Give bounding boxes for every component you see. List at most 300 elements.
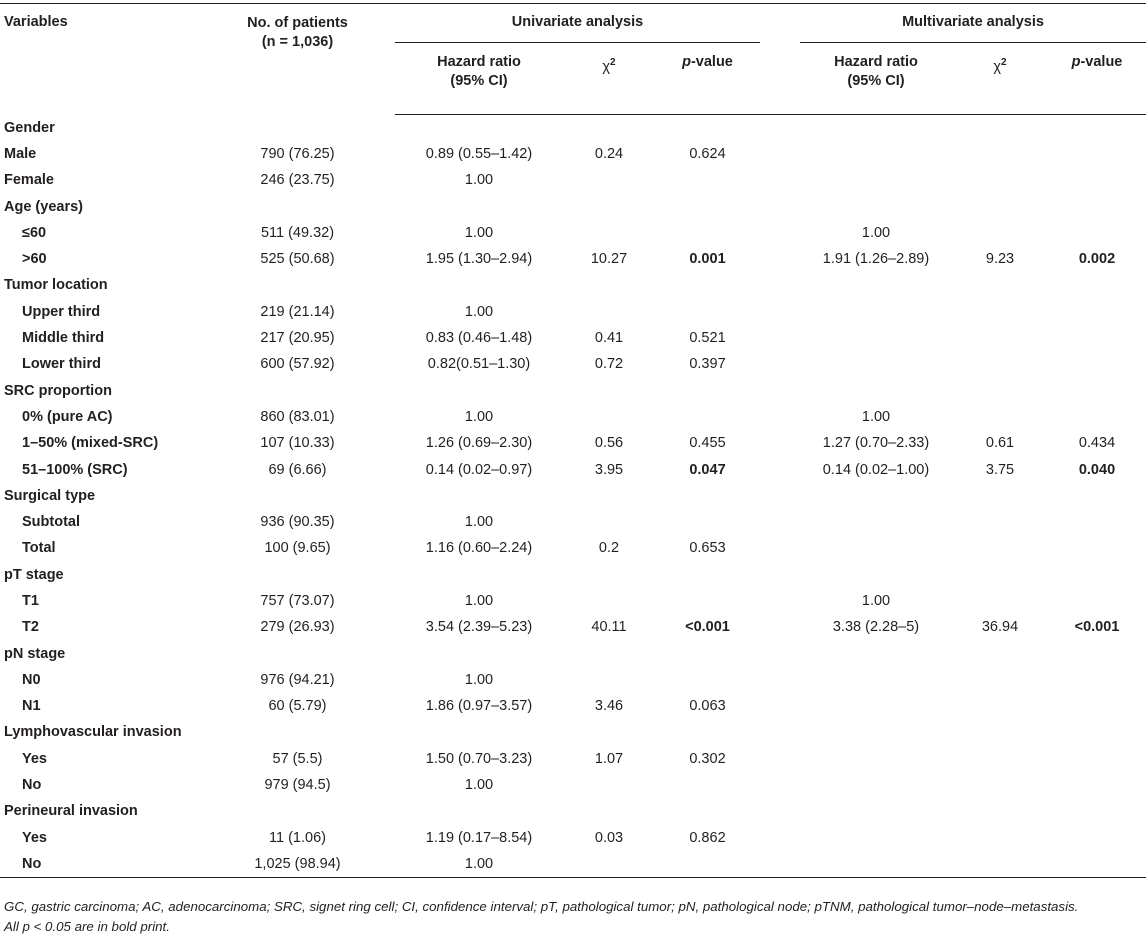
header-m-p-italic: p	[1071, 54, 1081, 70]
cell-variable: Subtotal	[22, 514, 80, 531]
cell-m-chi-square: 3.75	[985, 461, 1015, 478]
cell-u-hazard-ratio: 1.19 (0.17–8.54)	[425, 829, 533, 846]
cell-u-p-value: 0.862	[689, 829, 726, 846]
cell-m-chi-square	[952, 193, 1048, 219]
cell-u-hazard-ratio: 0.82(0.51–1.30)	[427, 356, 531, 373]
cell-variable: Yes	[22, 829, 47, 846]
cell-u-chi-square	[563, 377, 655, 403]
table-row	[0, 220, 1146, 246]
cell-u-hazard-ratio	[395, 272, 563, 298]
header-m-chi-square	[952, 43, 1048, 115]
cox-regression-table	[0, 3, 1146, 878]
cell-m-chi-square	[952, 404, 1048, 430]
cell-variable: Yes	[22, 750, 47, 767]
cell-patients: 60 (5.79)	[268, 698, 327, 715]
cell-variable: Lower third	[22, 356, 101, 373]
cell-m-chi-square	[952, 746, 1048, 772]
cell-m-chi-square: 0.61	[985, 435, 1015, 452]
cell-variable: SRC proportion	[4, 382, 112, 399]
cell-m-hazard-ratio	[800, 272, 952, 298]
cell-m-chi-square	[952, 693, 1048, 719]
cell-variable: Gender	[4, 119, 55, 136]
cell-u-chi-square	[563, 562, 655, 588]
cell-m-p-value	[1048, 851, 1146, 877]
cell-variable: Middle third	[22, 330, 105, 347]
cell-u-chi-square: 0.03	[594, 829, 624, 846]
cell-variable: Total	[22, 540, 56, 557]
cell-u-p-value: 0.397	[689, 356, 726, 373]
cell-u-chi-square	[563, 719, 655, 745]
cell-u-chi-square	[563, 667, 655, 693]
table-row	[0, 535, 1146, 561]
cell-m-chi-square	[952, 325, 1048, 351]
cell-spacer	[760, 562, 800, 588]
cell-u-hazard-ratio: 1.26 (0.69–2.30)	[425, 435, 533, 452]
cell-variable: N0	[22, 671, 41, 688]
table-row	[0, 404, 1146, 430]
cell-m-p-value	[1048, 115, 1146, 141]
cell-u-hazard-ratio: 1.00	[464, 408, 494, 425]
cell-m-p-value: <0.001	[1074, 619, 1120, 636]
header-m-p-rest: -value	[1080, 54, 1123, 70]
header-u-hazard-ratio	[395, 43, 563, 115]
cell-spacer	[760, 614, 800, 640]
cell-m-hazard-ratio	[800, 693, 952, 719]
cell-patients	[200, 483, 395, 509]
cell-m-chi-square	[952, 483, 1048, 509]
cell-spacer	[760, 825, 800, 851]
cell-spacer	[760, 193, 800, 219]
cell-patients: 217 (20.95)	[260, 330, 335, 347]
cell-m-chi-square	[952, 667, 1048, 693]
cell-variable: T1	[22, 592, 39, 609]
cell-patients: 107 (10.33)	[260, 435, 335, 452]
cell-u-hazard-ratio: 0.83 (0.46–1.48)	[425, 330, 533, 347]
cell-m-p-value	[1048, 404, 1146, 430]
cell-u-p-value: 0.521	[689, 330, 726, 347]
cell-u-chi-square	[563, 115, 655, 141]
cell-u-chi-square	[563, 772, 655, 798]
cell-u-chi-square: 40.11	[591, 619, 627, 636]
cell-variable: Tumor location	[4, 277, 108, 294]
cell-u-p-value: <0.001	[685, 619, 730, 636]
cell-patients	[200, 640, 395, 666]
footnote-abbreviations: GC, gastric carcinoma; AC, adenocarcinoma; SRC, signet ring cell; CI, confidence interval; pT, pathological tumor; pN, pathological node; pTNM, pathological tumor–node–metastasis.	[4, 899, 1079, 914]
cell-spacer	[760, 746, 800, 772]
cell-m-p-value	[1048, 193, 1146, 219]
cell-m-chi-square	[952, 220, 1048, 246]
cell-m-hazard-ratio	[800, 167, 952, 193]
cell-spacer	[760, 798, 800, 824]
footnote-bold-note: All p < 0.05 are in bold print.	[4, 919, 170, 934]
cell-m-hazard-ratio: 3.38 (2.28–5)	[832, 619, 920, 636]
cell-m-hazard-ratio: 0.14 (0.02–1.00)	[822, 461, 930, 478]
cell-m-hazard-ratio	[800, 535, 952, 561]
cell-spacer	[760, 246, 800, 272]
cell-spacer	[760, 430, 800, 456]
cell-variable: Lymphovascular invasion	[4, 724, 182, 741]
cell-m-chi-square	[952, 115, 1048, 141]
cell-patients: 219 (21.14)	[260, 303, 335, 320]
cell-u-chi-square	[563, 483, 655, 509]
cell-patients: 57 (5.5)	[272, 750, 323, 767]
cell-u-p-value: 0.001	[689, 251, 726, 268]
cell-spacer	[760, 115, 800, 141]
cell-m-hazard-ratio	[800, 193, 952, 219]
cell-m-p-value	[1048, 272, 1146, 298]
cell-m-chi-square	[952, 141, 1048, 167]
cell-spacer	[760, 640, 800, 666]
cell-u-p-value	[655, 167, 760, 193]
table-section-row	[0, 798, 1146, 824]
cell-u-chi-square: 0.2	[598, 540, 620, 557]
cell-variable: N1	[22, 698, 41, 715]
table-section-row	[0, 483, 1146, 509]
cell-patients: 757 (73.07)	[260, 592, 335, 609]
header-univariate: Univariate analysis	[395, 4, 760, 43]
cell-u-chi-square	[563, 851, 655, 877]
cell-m-p-value	[1048, 693, 1146, 719]
cell-m-hazard-ratio	[800, 746, 952, 772]
cell-m-chi-square	[952, 272, 1048, 298]
cell-variable: No	[22, 777, 42, 794]
cell-u-hazard-ratio	[395, 719, 563, 745]
cell-spacer	[760, 272, 800, 298]
cell-m-hazard-ratio	[800, 825, 952, 851]
cell-variable: 0% (pure AC)	[22, 408, 113, 425]
table-section-row	[0, 562, 1146, 588]
cell-spacer	[760, 299, 800, 325]
cell-u-chi-square	[563, 509, 655, 535]
table-section-row	[0, 719, 1146, 745]
cell-m-hazard-ratio: 1.27 (0.70–2.33)	[822, 435, 930, 452]
table-row	[0, 456, 1146, 482]
cell-u-p-value	[655, 483, 760, 509]
cell-u-p-value	[655, 299, 760, 325]
table-section-row	[0, 193, 1146, 219]
cell-u-p-value	[655, 667, 760, 693]
cell-variable: ≤60	[22, 224, 47, 241]
cell-patients	[200, 562, 395, 588]
cell-u-hazard-ratio: 1.00	[464, 777, 494, 794]
cell-m-hazard-ratio: 1.91 (1.26–2.89)	[822, 251, 930, 268]
cell-u-hazard-ratio: 1.86 (0.97–3.57)	[425, 698, 533, 715]
cell-m-hazard-ratio	[800, 719, 952, 745]
cell-u-hazard-ratio: 0.89 (0.55–1.42)	[425, 145, 533, 162]
cell-u-p-value	[655, 509, 760, 535]
header-patients	[200, 4, 395, 115]
cell-u-hazard-ratio: 0.14 (0.02–0.97)	[425, 461, 533, 478]
cell-patients: 790 (76.25)	[260, 145, 335, 162]
cell-m-p-value	[1048, 377, 1146, 403]
cell-spacer	[760, 667, 800, 693]
cell-u-hazard-ratio: 3.54 (2.39–5.23)	[425, 619, 533, 636]
table-header	[0, 4, 1146, 115]
header-m-hr-line2: (95% CI)	[847, 73, 905, 89]
cell-spacer	[760, 588, 800, 614]
cell-m-hazard-ratio	[800, 562, 952, 588]
cell-m-hazard-ratio	[800, 377, 952, 403]
cell-u-chi-square: 3.46	[594, 698, 624, 715]
cell-spacer	[760, 772, 800, 798]
table-row	[0, 299, 1146, 325]
cell-spacer	[760, 404, 800, 430]
cell-variable: No	[0, 851, 200, 877]
cell-variable: pN stage	[4, 645, 66, 662]
cell-m-p-value	[1048, 299, 1146, 325]
cell-patients: 11 (1.06)	[269, 829, 326, 846]
header-patients-line1: No. of patients	[247, 15, 348, 31]
cell-patients	[200, 719, 395, 745]
cell-spacer	[760, 325, 800, 351]
table-footnote	[4, 897, 1142, 937]
table-section-row	[0, 377, 1146, 403]
cell-u-hazard-ratio: 1.00	[464, 592, 494, 609]
header-u-chi: χ	[602, 58, 611, 75]
cell-u-p-value	[655, 719, 760, 745]
table-section-row	[0, 115, 1146, 141]
cell-u-chi-square: 3.95	[594, 461, 624, 478]
cell-variable: Perineural invasion	[4, 803, 138, 820]
cell-u-hazard-ratio: 1.50 (0.70–3.23)	[425, 750, 533, 767]
cell-m-chi-square	[952, 588, 1048, 614]
cell-u-p-value	[655, 562, 760, 588]
cell-u-chi-square: 0.24	[594, 145, 624, 162]
cell-spacer	[760, 351, 800, 377]
cell-u-hazard-ratio: 1.95 (1.30–2.94)	[425, 251, 533, 268]
cell-u-p-value: 0.302	[689, 750, 726, 767]
cell-variable: Female	[4, 172, 54, 189]
header-variables: Variables	[0, 4, 200, 115]
cell-m-p-value: 0.040	[1078, 461, 1116, 478]
cell-variable: Upper third	[22, 303, 101, 320]
cell-variable: >60	[22, 251, 47, 268]
cell-patients: 246 (23.75)	[260, 172, 335, 189]
cell-m-p-value	[1048, 798, 1146, 824]
cell-u-p-value	[655, 588, 760, 614]
cell-patients	[200, 377, 395, 403]
cell-u-chi-square: 10.27	[590, 251, 628, 268]
cell-u-p-value	[655, 272, 760, 298]
cell-patients: 279 (26.93)	[260, 619, 335, 636]
cell-u-hazard-ratio: 1.00	[464, 224, 494, 241]
cell-spacer	[760, 851, 800, 877]
cell-u-chi-square	[563, 193, 655, 219]
cell-spacer	[760, 535, 800, 561]
cell-m-p-value	[1048, 351, 1146, 377]
cell-m-p-value	[1048, 141, 1146, 167]
cell-patients: 100 (9.65)	[264, 540, 331, 557]
cell-u-p-value	[655, 115, 760, 141]
table-row	[0, 588, 1146, 614]
cell-m-p-value: 0.434	[1078, 435, 1116, 452]
cell-u-p-value: 0.624	[689, 145, 726, 162]
cell-patients: 525 (50.68)	[260, 251, 335, 268]
header-u-p-value	[655, 43, 760, 115]
header-u-hr-line1: Hazard ratio	[437, 54, 521, 70]
table-row	[0, 772, 1146, 798]
table-section-row	[0, 272, 1146, 298]
cell-u-chi-square: 0.41	[594, 330, 624, 347]
cell-u-p-value	[655, 640, 760, 666]
cell-u-p-value	[655, 772, 760, 798]
table-row	[0, 141, 1146, 167]
cell-u-chi-square: 0.72	[594, 356, 624, 373]
cell-m-p-value	[1048, 588, 1146, 614]
cell-m-chi-square	[952, 535, 1048, 561]
cell-variable: T2	[22, 619, 39, 636]
cell-u-hazard-ratio: 1.00	[464, 172, 494, 189]
cell-u-hazard-ratio	[395, 483, 563, 509]
cell-u-hazard-ratio: 1.00	[464, 303, 494, 320]
table-row	[0, 325, 1146, 351]
cell-u-p-value	[655, 851, 760, 877]
cell-spacer	[760, 483, 800, 509]
cell-m-p-value	[1048, 719, 1146, 745]
cell-u-chi-square	[563, 272, 655, 298]
header-multivariate: Multivariate analysis	[800, 4, 1146, 43]
cell-u-hazard-ratio	[395, 640, 563, 666]
cell-m-hazard-ratio	[800, 640, 952, 666]
table-row	[0, 614, 1146, 640]
cell-m-p-value	[1048, 509, 1146, 535]
cell-u-p-value	[655, 193, 760, 219]
cell-spacer	[760, 167, 800, 193]
cell-patients	[200, 115, 395, 141]
header-u-p-italic: p	[682, 54, 691, 70]
cell-patients: 511 (49.32)	[260, 224, 335, 241]
cell-u-hazard-ratio: 1.00	[464, 514, 494, 531]
table-row	[0, 351, 1146, 377]
cell-u-p-value	[655, 798, 760, 824]
cell-u-chi-square: 1.07	[594, 750, 624, 767]
cell-m-hazard-ratio	[800, 141, 952, 167]
cell-m-p-value	[1048, 667, 1146, 693]
cell-m-p-value	[1048, 562, 1146, 588]
header-u-chi-square	[563, 43, 655, 115]
table-section-row	[0, 640, 1146, 666]
cell-patients: 600 (57.92)	[260, 356, 335, 373]
cell-m-hazard-ratio: 1.00	[861, 592, 891, 609]
cell-m-chi-square	[952, 851, 1048, 877]
cell-m-p-value	[1048, 640, 1146, 666]
cell-m-hazard-ratio: 1.00	[861, 408, 891, 425]
cell-patients: 69 (6.66)	[268, 461, 327, 478]
cell-spacer	[760, 509, 800, 535]
cell-u-chi-square	[563, 220, 655, 246]
table-row	[0, 746, 1146, 772]
cell-u-p-value: 0.653	[689, 540, 726, 557]
header-u-p-rest: -value	[690, 54, 733, 70]
header-u-chi-exp: 2	[610, 57, 616, 68]
cell-spacer	[760, 141, 800, 167]
cell-u-p-value	[655, 404, 760, 430]
cell-m-chi-square: 9.23	[985, 251, 1015, 268]
cell-m-hazard-ratio	[800, 483, 952, 509]
cell-m-p-value	[1048, 325, 1146, 351]
cell-m-chi-square	[952, 299, 1048, 325]
cell-u-chi-square	[563, 404, 655, 430]
cell-u-hazard-ratio	[395, 798, 563, 824]
header-m-hr-line1: Hazard ratio	[834, 54, 918, 70]
cell-patients: 976 (94.21)	[260, 671, 335, 688]
cell-u-hazard-ratio	[395, 562, 563, 588]
table-row	[0, 693, 1146, 719]
cell-m-chi-square	[952, 719, 1048, 745]
cell-u-hazard-ratio: 1.00	[464, 671, 494, 688]
cell-u-chi-square	[563, 299, 655, 325]
cell-m-hazard-ratio	[800, 772, 952, 798]
cell-u-chi-square: 0.56	[594, 435, 624, 452]
cell-u-p-value: 0.455	[689, 435, 726, 452]
cell-u-p-value	[655, 220, 760, 246]
cell-variable: Surgical type	[4, 487, 96, 504]
cell-u-chi-square	[563, 640, 655, 666]
cell-m-p-value	[1048, 167, 1146, 193]
cell-m-p-value	[1048, 483, 1146, 509]
table-row	[0, 167, 1146, 193]
cell-m-hazard-ratio	[800, 851, 952, 877]
cell-m-chi-square	[952, 509, 1048, 535]
table-row	[0, 667, 1146, 693]
cell-m-p-value	[1048, 825, 1146, 851]
cell-u-hazard-ratio: 1.00	[395, 851, 563, 877]
cell-variable: pT stage	[4, 566, 64, 583]
cell-u-p-value: 0.047	[689, 461, 726, 478]
cell-u-chi-square	[563, 167, 655, 193]
table-row	[0, 246, 1146, 272]
cell-u-hazard-ratio	[395, 193, 563, 219]
cell-variable: 1–50% (mixed-SRC)	[22, 435, 159, 452]
cell-m-chi-square	[952, 640, 1048, 666]
cell-m-hazard-ratio	[800, 509, 952, 535]
cell-m-hazard-ratio	[800, 667, 952, 693]
header-u-hr-line2: (95% CI)	[450, 73, 508, 89]
cell-m-hazard-ratio: 1.00	[861, 224, 891, 241]
table-row	[0, 430, 1146, 456]
cell-u-hazard-ratio	[395, 377, 563, 403]
table-row	[0, 851, 1146, 877]
cell-m-chi-square	[952, 377, 1048, 403]
cell-patients	[200, 272, 395, 298]
cell-u-p-value	[655, 377, 760, 403]
cell-u-chi-square	[563, 588, 655, 614]
cell-m-hazard-ratio	[800, 115, 952, 141]
table-row	[0, 509, 1146, 535]
cell-spacer	[760, 693, 800, 719]
cell-m-p-value	[1048, 535, 1146, 561]
cell-m-hazard-ratio	[800, 299, 952, 325]
cell-m-p-value	[1048, 746, 1146, 772]
header-m-chi-exp: 2	[1001, 57, 1007, 68]
cell-m-chi-square	[952, 825, 1048, 851]
cell-spacer	[760, 456, 800, 482]
cell-variable: Male	[4, 145, 37, 162]
cell-spacer	[760, 719, 800, 745]
cell-m-p-value	[1048, 772, 1146, 798]
cell-m-hazard-ratio	[800, 351, 952, 377]
cell-m-chi-square	[952, 167, 1048, 193]
cell-patients	[200, 193, 395, 219]
cell-m-p-value	[1048, 220, 1146, 246]
header-m-hazard-ratio	[800, 43, 952, 115]
cell-m-hazard-ratio	[800, 798, 952, 824]
cell-patients	[200, 798, 395, 824]
cell-u-hazard-ratio: 1.16 (0.60–2.24)	[425, 540, 533, 557]
cell-m-chi-square	[952, 772, 1048, 798]
cell-u-hazard-ratio	[395, 115, 563, 141]
cell-variable: Age (years)	[4, 198, 83, 215]
